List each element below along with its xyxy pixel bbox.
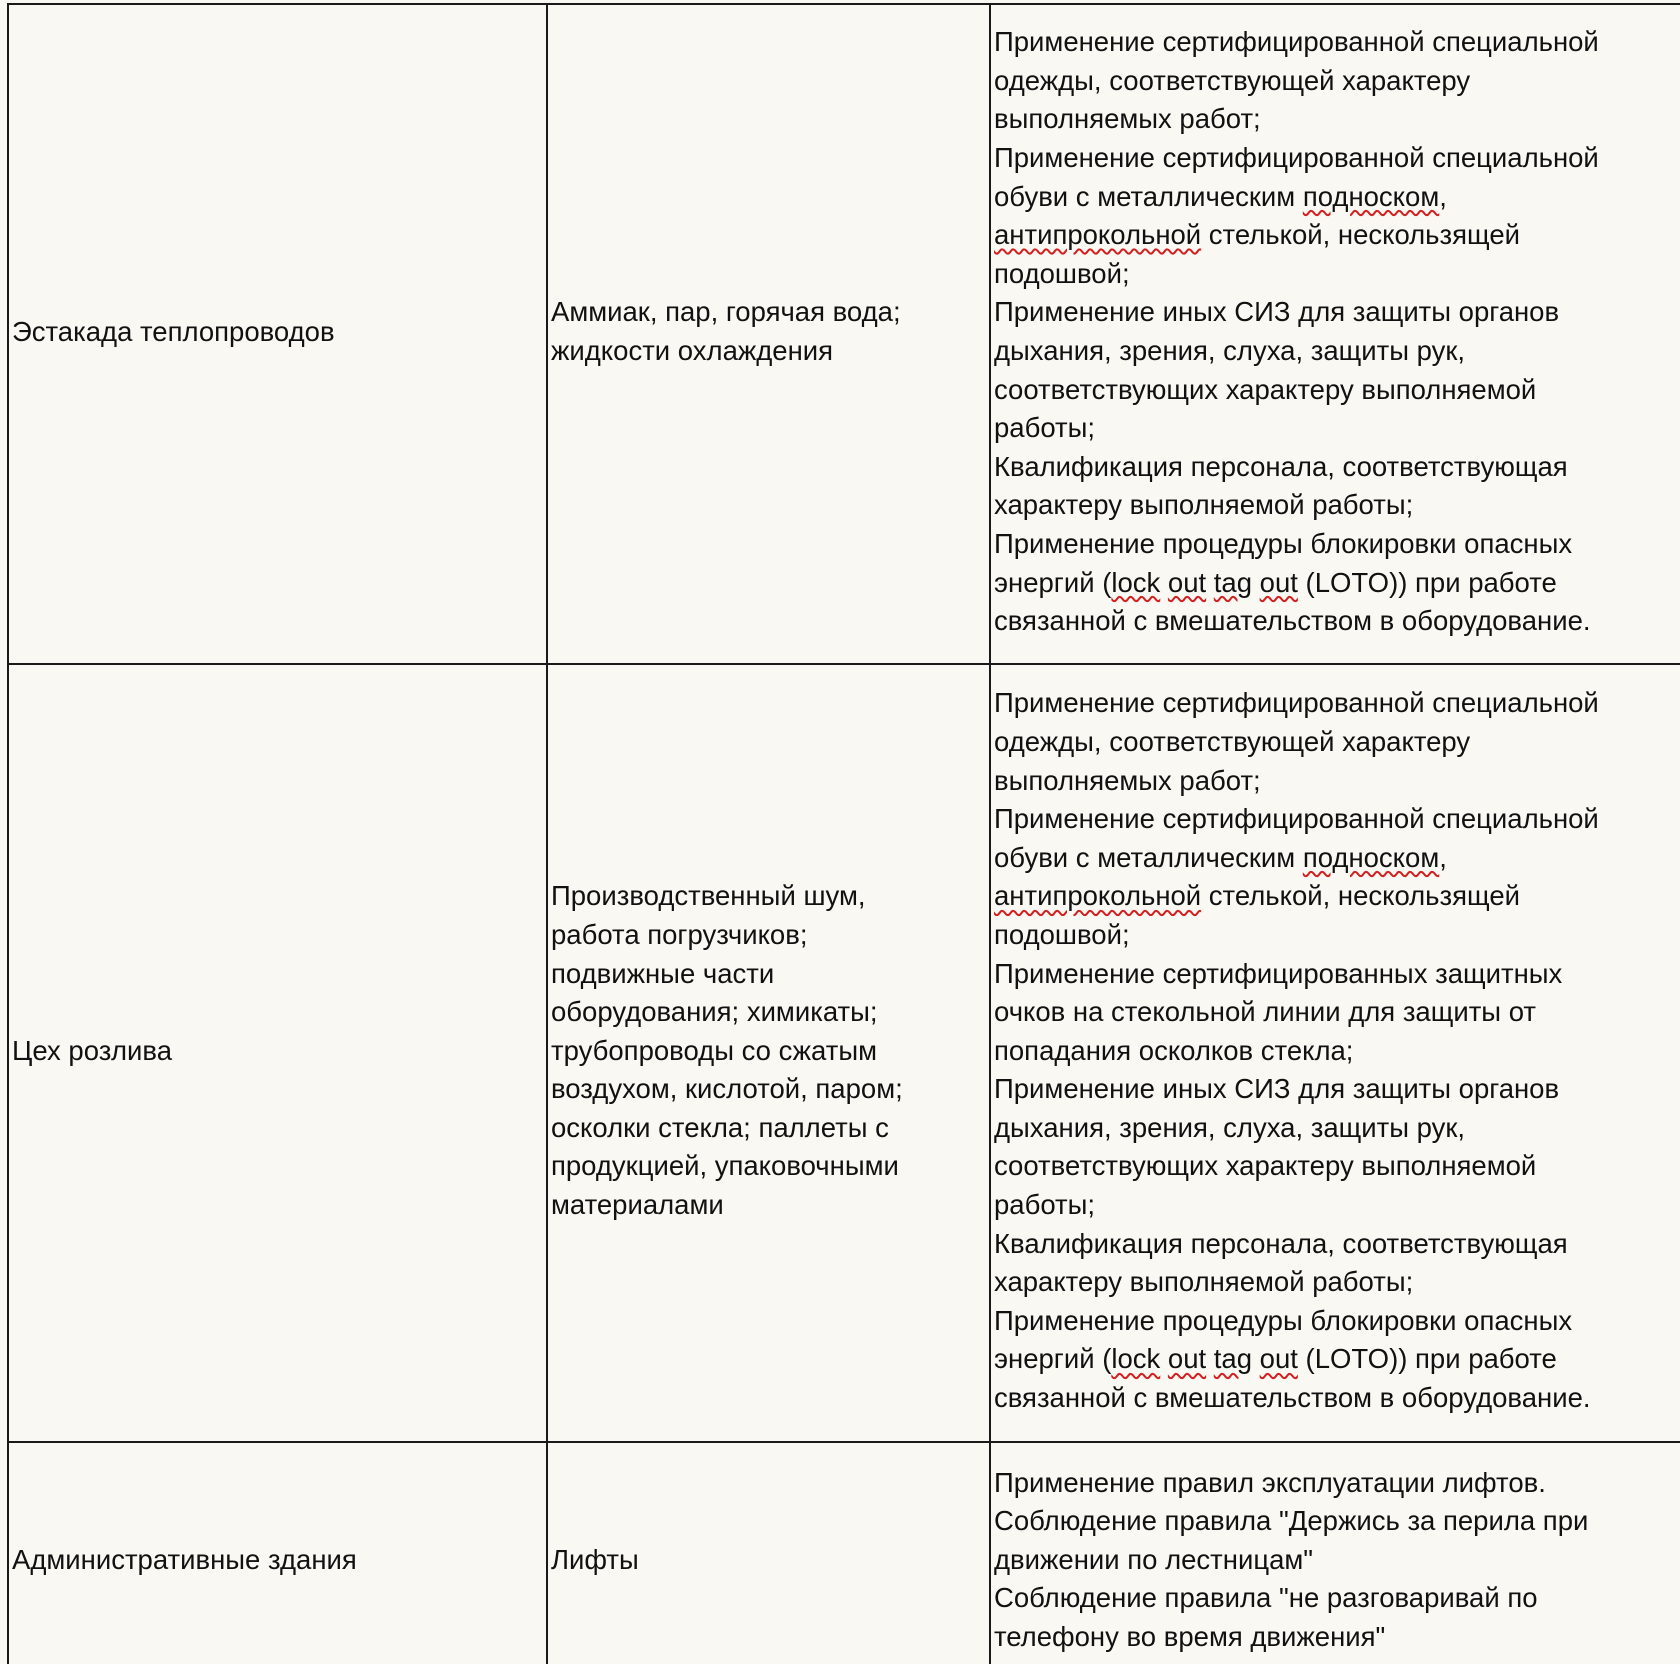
- risk-table: [7, 3, 1680, 1664]
- hazard-line: подвижные части: [551, 957, 775, 989]
- spellcheck-flag: tag: [1213, 566, 1253, 598]
- measure-line: энергий (lock out tag out (LOTO)) при работе: [994, 566, 1557, 598]
- table-row: [8, 664, 1680, 1442]
- measure-line: обуви с металлическим подноском,: [994, 180, 1447, 212]
- measure-line: одежды, соответствующей характеру: [994, 725, 1471, 757]
- spellcheck-flag: out: [1167, 1343, 1207, 1375]
- hazard-line: оборудования; химикаты;: [551, 996, 878, 1028]
- spellcheck-flag: подноском: [1302, 841, 1440, 873]
- measure-line: дыхания, зрения, слуха, защиты рук,: [994, 335, 1466, 366]
- measure-line: Применение иных СИЗ для защиты органов: [994, 1073, 1560, 1105]
- measure-line: Применение процедуры блокировки опасных: [994, 527, 1573, 559]
- hazard-line: трубопроводы со сжатым: [551, 1034, 878, 1066]
- measure-line: дыхания, зрения, слуха, защиты рук,: [994, 1111, 1466, 1143]
- spellcheck-flag: lock: [1111, 1343, 1161, 1375]
- hazard-cell: [547, 4, 990, 664]
- measure-line: телефону во время движения": [994, 1620, 1386, 1652]
- hazard-line: жидкости охлаждения: [551, 335, 834, 366]
- measure-line: Квалификация персонала, соответствующая: [994, 1227, 1568, 1259]
- measure-line: Применение сертифицированной специальной: [994, 142, 1599, 174]
- measure-line: характеру выполняемой работы;: [994, 1266, 1414, 1298]
- risk-table-body: [8, 4, 1680, 1664]
- measure-line: подошвой;: [994, 918, 1130, 950]
- measure-line: движении по лестницам": [994, 1543, 1314, 1575]
- measure-line: работы;: [994, 412, 1096, 444]
- hazard-line: осколки стекла; паллеты с: [551, 1111, 889, 1143]
- table-row: [8, 4, 1680, 664]
- hazard-line: Лифты: [551, 1543, 639, 1575]
- area-name: Цех розлива: [12, 1034, 173, 1066]
- measure-line: обуви с металлическим подноском,: [994, 841, 1447, 873]
- measure-line: выполняемых работ;: [994, 764, 1261, 796]
- hazard-cell: [547, 1442, 990, 1664]
- measure-line: Применение сертифицированной специальной: [994, 687, 1599, 719]
- spellcheck-flag: антипрокольной: [994, 880, 1202, 912]
- measure-line: подошвой;: [994, 257, 1130, 289]
- measure-line: попадания осколков стекла;: [994, 1034, 1354, 1066]
- measure-cell: [990, 1442, 1680, 1664]
- hazard-line: воздухом, кислотой, паром;: [551, 1073, 903, 1105]
- measure-cell: [990, 664, 1680, 1442]
- measure-line: Применение иных СИЗ для защиты органов: [994, 296, 1560, 328]
- measure-line: антипрокольной стелькой, нескользящей: [994, 880, 1520, 912]
- measure-line: связанной с вмешательством в оборудование.: [994, 605, 1591, 637]
- measure-line: антипрокольной стелькой, нескользящей: [994, 219, 1520, 251]
- measure-line: Квалификация персонала, соответствующая: [994, 450, 1568, 482]
- spellcheck-flag: tag: [1213, 1343, 1253, 1375]
- hazard-line: Производственный шум,: [551, 880, 866, 912]
- measure-line: соответствующих характеру выполняемой: [994, 1150, 1537, 1182]
- spellcheck-flag: подноском: [1302, 180, 1440, 212]
- measure-line: характеру выполняемой работы;: [994, 489, 1414, 521]
- hazard-line: работа погрузчиков;: [551, 918, 808, 950]
- table-row: [8, 1442, 1680, 1664]
- hazard-line: продукцией, упаковочными: [551, 1150, 899, 1182]
- hazard-cell: [547, 664, 990, 1442]
- hazard-line: Аммиак, пар, горячая вода;: [551, 296, 901, 328]
- measure-line: энергий (lock out tag out (LOTO)) при работе: [994, 1343, 1557, 1375]
- area-name: Эстакада теплопроводов: [12, 315, 335, 347]
- spellcheck-flag: lock: [1111, 566, 1161, 598]
- hazard-line: материалами: [551, 1189, 724, 1221]
- measure-line: Применение процедуры блокировки опасных: [994, 1304, 1573, 1336]
- measure-line: соответствующих характеру выполняемой: [994, 373, 1537, 405]
- measure-line: очков на стекольной линии для защиты от: [994, 996, 1536, 1028]
- area-name: Административные здания: [12, 1543, 357, 1575]
- measure-cell: [990, 4, 1680, 664]
- spellcheck-flag: антипрокольной: [994, 219, 1202, 251]
- measure-line: связанной с вмешательством в оборудование.: [994, 1382, 1591, 1414]
- measure-line: Применение правил эксплуатации лифтов.: [994, 1466, 1546, 1498]
- spellcheck-flag: out: [1259, 1343, 1298, 1375]
- spellcheck-flag: out: [1167, 566, 1207, 598]
- measure-line: Соблюдение правила "не разговаривай по: [994, 1582, 1538, 1614]
- measure-line: Применение сертифицированной специальной: [994, 26, 1599, 58]
- measure-line: работы;: [994, 1189, 1096, 1221]
- measure-line: одежды, соответствующей характеру: [994, 64, 1471, 96]
- measure-line: Применение сертифицированной специальной: [994, 803, 1599, 835]
- area-cell: [8, 664, 547, 1442]
- area-cell: [8, 1442, 547, 1664]
- measure-line: выполняемых работ;: [994, 103, 1261, 135]
- measure-line: Соблюдение правила "Держись за перила при: [994, 1505, 1589, 1537]
- area-cell: [8, 4, 547, 664]
- spellcheck-flag: out: [1259, 566, 1298, 598]
- measure-line: Применение сертифицированных защитных: [994, 957, 1563, 989]
